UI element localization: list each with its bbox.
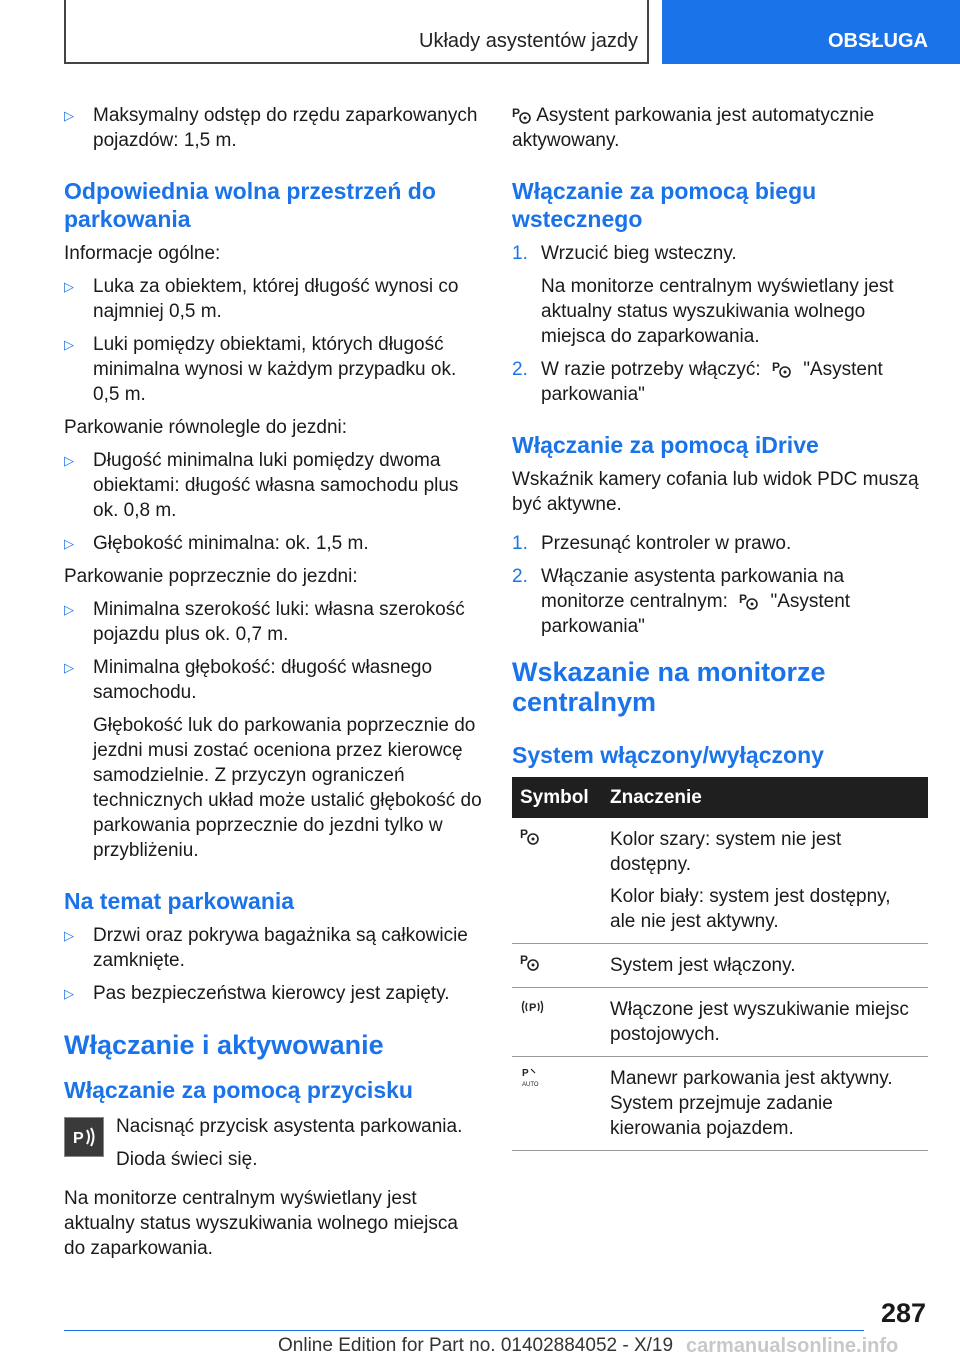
svg-text:AUTO: AUTO — [522, 1082, 539, 1088]
list-item: ▷ Luka za obiektem, której długość wynosi co najmniej 0,5 m. — [64, 276, 459, 322]
svg-text:P: P — [520, 953, 529, 967]
symbol-table — [512, 777, 928, 1151]
button-instruction — [64, 1114, 484, 1172]
table-row — [512, 988, 928, 1057]
parking-assist-gray-icon — [520, 827, 540, 845]
heading-activation: Włączanie i aktywowanie — [64, 1030, 384, 1060]
heading-idrive: Włączanie za pomocą iDrive — [512, 432, 819, 458]
section-tab[interactable]: OBSŁUGA — [662, 0, 960, 64]
watermark: carmanualsonline.info — [686, 1335, 899, 1357]
heading-parking-space: Odpowiednia wolna przestrzeń do parkowania — [64, 178, 436, 232]
list-item-note: Głębokość luk do parkowania poprzecznie do jezdni musi zostać oceniona przez kierowcę samodzielnie. Z przyczyn ograniczeń technicznych układ może ustalić głębokość do parkowania poprzecznie do jezdni tylko w przybliżeniu. — [93, 715, 482, 861]
list-item: 1. Przesunąć kontroler w prawo. — [512, 533, 792, 554]
footer-divider — [64, 1330, 864, 1331]
left-column — [64, 103, 484, 1261]
heading-reverse-gear: Włączanie za pomocą biegu wstecznego — [512, 178, 817, 232]
parking-assist-on-icon — [520, 953, 540, 971]
svg-text:P: P — [73, 1130, 84, 1147]
svg-text:P: P — [512, 106, 521, 120]
parking-button-icon — [64, 1117, 104, 1157]
bullet-triangle-icon: ▷ — [64, 536, 74, 551]
list-item: ▷ Pas bezpieczeństwa kierowcy jest zapięty. — [64, 983, 450, 1004]
parking-assist-icon — [772, 360, 792, 378]
table-cell: Manewr parkowania jest aktywny. System przejmuje zadanie kierowania pojazdem. — [610, 1068, 893, 1139]
list-item: ▷ Drzwi oraz pokrywa bagażnika są całkowicie zamknięte. — [64, 925, 468, 971]
paragraph: Parkowanie równolegle do jezdni: — [64, 417, 348, 438]
page-number: 287 — [880, 1298, 926, 1328]
parking-assist-icon — [739, 592, 759, 610]
table-row — [512, 818, 928, 944]
table-cell: Kolor biały: system jest dostępny, ale nie jest aktywny. — [610, 886, 891, 932]
table-cell: System jest włączony. — [610, 955, 796, 976]
list-item: ▷ Minimalna szerokość luki: własna szerokość pojazdu plus ok. 0,7 m. — [64, 599, 465, 645]
list-item: ▷ Maksymalny odstęp do rzędu zaparkowanych pojazdów: 1,5 m. — [64, 105, 478, 151]
parking-auto-icon — [520, 1066, 542, 1088]
list-item: ▷ Minimalna głębokość: długość własnego samochodu. — [64, 657, 433, 703]
paragraph: Na monitorze centralnym wyświetlany jest aktualny status wyszukiwania wolnego miejsca do zaparkowania. — [64, 1188, 458, 1259]
svg-text:P: P — [520, 827, 529, 841]
right-column — [512, 103, 928, 1151]
parking-search-icon — [520, 997, 544, 1017]
list-item: ▷ Głębokość minimalna: ok. 1,5 m. — [64, 533, 369, 554]
column-header: Symbol — [512, 777, 602, 818]
bullet-triangle-icon: ▷ — [64, 660, 74, 675]
section-title: Układy asystentów jazdy — [419, 30, 638, 52]
svg-text:P: P — [529, 1002, 537, 1014]
list-item: ▷ Długość minimalna luki pomiędzy dwoma obiektami: długość własna samochodu plus ok. 0,8 m. — [64, 450, 459, 521]
paragraph: P Asystent parkowania jest automatycznie aktywowany. — [512, 105, 875, 151]
paragraph: Informacje ogólne: — [64, 243, 221, 264]
instruction-text: Nacisnąć przycisk asystenta parkowania. — [116, 1116, 463, 1137]
heading-about-parking: Na temat parkowania — [64, 888, 295, 914]
list-item: 1. Wrzucić bieg wsteczny. — [512, 243, 737, 264]
svg-text:P: P — [739, 592, 748, 606]
bullet-triangle-icon: ▷ — [64, 986, 74, 1001]
parking-assist-icon — [512, 106, 532, 124]
list-item: ▷ Luki pomiędzy obiektami, których długość minimalna wynosi w każdym przypadku ok. 0,5 m. — [64, 334, 457, 405]
heading-system-on-off: System włączony/wyłączony — [512, 742, 824, 768]
bullet-triangle-icon: ▷ — [64, 108, 74, 123]
svg-text:P: P — [522, 1068, 529, 1079]
column-header: Znaczenie — [602, 777, 928, 818]
list-item-note: Na monitorze centralnym wyświetlany jest aktualny status wyszukiwania wolnego miejsca do zaparkowania. — [541, 276, 894, 347]
svg-text:P: P — [771, 360, 780, 374]
paragraph: Parkowanie poprzecznie do jezdni: — [64, 566, 358, 587]
bullet-triangle-icon: ▷ — [64, 602, 74, 617]
heading-central-display: Wskazanie na monitorze centralnym — [512, 657, 826, 717]
bullet-triangle-icon: ▷ — [64, 928, 74, 943]
table-header-row — [512, 777, 928, 818]
footer-edition: Online Edition for Part no. 01402884052 - X/19 — [278, 1335, 674, 1356]
instruction-text: Dioda świeci się. — [116, 1149, 258, 1170]
bullet-triangle-icon: ▷ — [64, 279, 74, 294]
table-cell: Kolor szary: system nie jest dostępny. — [610, 829, 842, 875]
list-item: 2. Włączanie asystenta parkowania na monitorze centralnym: P "Asystent parkowania" — [512, 566, 851, 637]
table-row — [512, 944, 928, 988]
table-cell: Włączone jest wyszukiwanie miejsc postojowych. — [610, 999, 909, 1045]
paragraph: Wskaźnik kamery cofania lub widok PDC muszą być aktywne. — [512, 469, 919, 515]
table-row — [512, 1057, 928, 1151]
bullet-triangle-icon: ▷ — [64, 453, 74, 468]
heading-button: Włączanie za pomocą przycisku — [64, 1077, 413, 1103]
list-item: 2. W razie potrzeby włączyć: P "Asystent parkowania" — [512, 359, 883, 405]
bullet-triangle-icon: ▷ — [64, 337, 74, 352]
